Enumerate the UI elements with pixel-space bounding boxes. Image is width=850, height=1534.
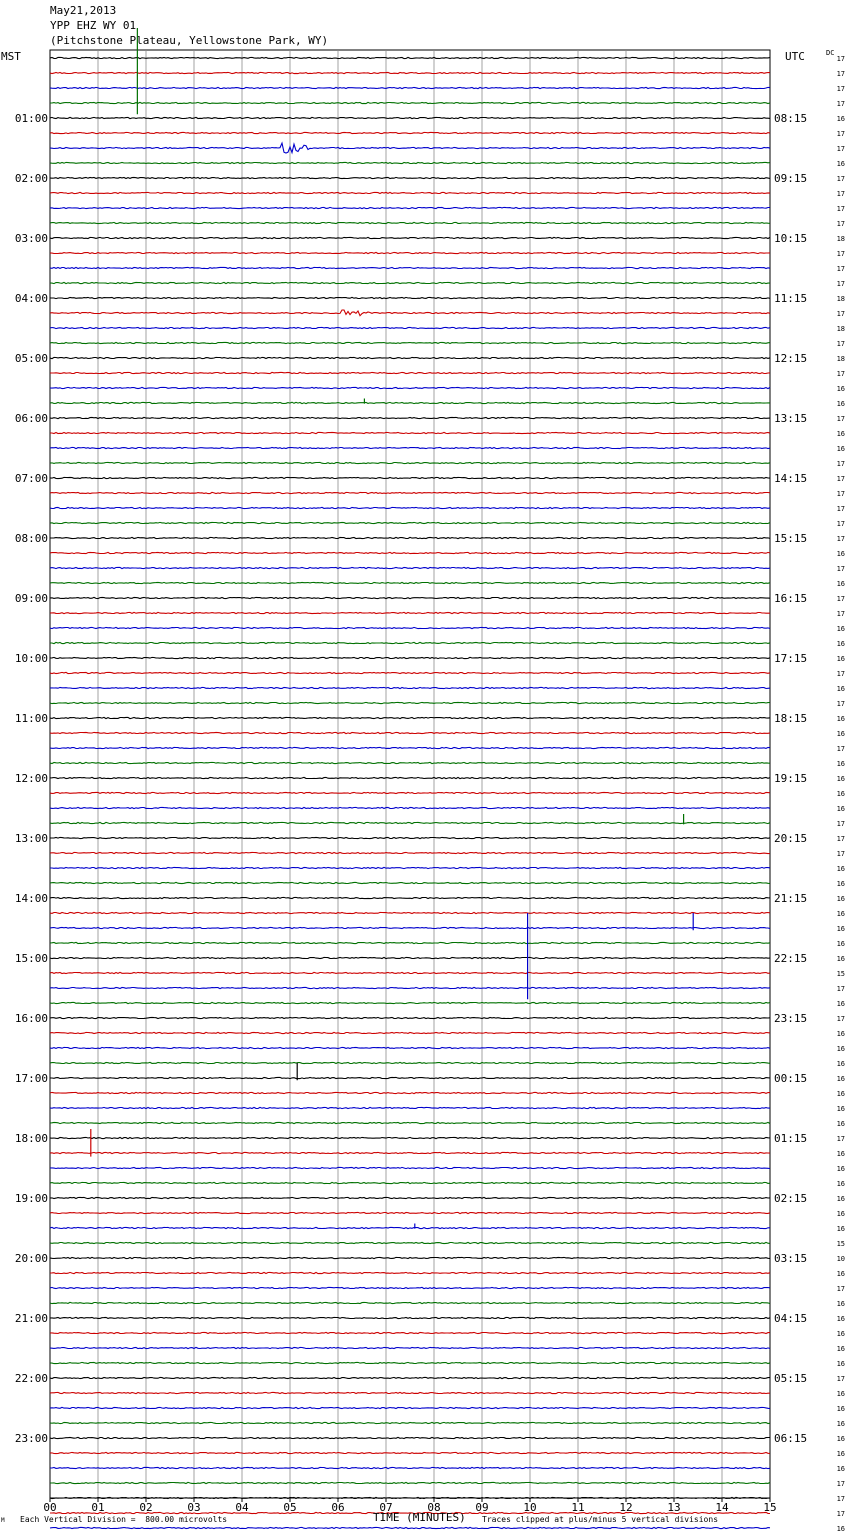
trace-line — [50, 1527, 770, 1528]
trace-line — [50, 687, 770, 688]
trace-line — [50, 1062, 770, 1063]
dc-offset-label: 17 — [836, 190, 845, 198]
trace-line — [50, 417, 770, 418]
x-tick-label: 05 — [283, 1501, 297, 1514]
trace-line — [50, 297, 770, 298]
dc-offset-label: 16 — [836, 1525, 845, 1533]
trace-line — [50, 1017, 770, 1018]
trace-line — [50, 1092, 770, 1093]
trace-line — [50, 102, 770, 103]
dc-offset-label: 16 — [836, 1330, 845, 1338]
trace-line — [50, 777, 770, 778]
dc-offset-label: 16 — [836, 1450, 845, 1458]
dc-offset-label: 16 — [836, 910, 845, 918]
dc-offset-label: 16 — [836, 1090, 845, 1098]
utc-hour-label: 08:15 — [774, 112, 808, 125]
trace-line — [50, 87, 770, 88]
trace-line — [50, 732, 770, 733]
dc-offset-label: 16 — [836, 925, 845, 933]
x-tick-label: 01 — [91, 1501, 105, 1514]
dc-offset-label: 16 — [836, 1210, 845, 1218]
trace-line — [50, 897, 770, 898]
utc-hour-label: 12:15 — [774, 352, 808, 365]
dc-offset-label: 16 — [836, 730, 845, 738]
trace-line — [50, 462, 770, 463]
dc-offset-label: 17 — [836, 1375, 845, 1383]
trace-line — [50, 1242, 770, 1243]
dc-offset-label: 16 — [836, 640, 845, 648]
utc-hour-label: 10:15 — [774, 232, 808, 245]
trace-line — [50, 207, 770, 208]
utc-hour-label: 01:15 — [774, 1132, 808, 1145]
mst-hour-label: 02:00 — [14, 172, 48, 185]
x-tick-label: 00 — [43, 1501, 57, 1514]
trace-line — [50, 72, 770, 73]
trace-line — [50, 402, 770, 403]
mst-hour-label: 18:00 — [14, 1132, 48, 1145]
mst-hour-label: 17:00 — [14, 1072, 48, 1085]
trace-line — [50, 882, 770, 883]
x-tick-label: 04 — [235, 1501, 249, 1514]
dc-offset-label: 17 — [836, 1480, 845, 1488]
utc-hour-label: 15:15 — [774, 532, 808, 545]
dc-offset-label: 16 — [836, 880, 845, 888]
dc-offset-label: 16 — [836, 1225, 845, 1233]
dc-offset-label: 10 — [836, 1255, 845, 1263]
trace-line — [50, 987, 770, 988]
trace-line — [50, 597, 770, 598]
trace-line — [50, 57, 770, 58]
mst-hour-label: 03:00 — [14, 232, 48, 245]
trace-line — [50, 1122, 770, 1123]
trace-line — [50, 852, 770, 853]
dc-offset-label: 16 — [836, 1105, 845, 1113]
mst-hour-label: 01:00 — [14, 112, 48, 125]
dc-offset-label: 16 — [836, 805, 845, 813]
x-tick-label: 03 — [187, 1501, 201, 1514]
dc-offset-label: 17 — [836, 610, 845, 618]
dc-offset-label: 15 — [836, 1240, 845, 1248]
trace-line — [50, 267, 770, 268]
dc-offset-label: 17 — [836, 850, 845, 858]
trace-line — [50, 1347, 770, 1348]
dc-offset-label: 16 — [836, 685, 845, 693]
trace-line — [50, 552, 770, 553]
dc-offset-label: 17 — [836, 835, 845, 843]
trace-line — [50, 1467, 770, 1468]
mst-hour-label: 16:00 — [14, 1012, 48, 1025]
trace-line — [50, 537, 770, 538]
trace-line — [50, 492, 770, 493]
header-station: YPP EHZ WY 01 — [50, 19, 137, 32]
dc-offset-label: 16 — [836, 895, 845, 903]
dc-offset-label: 16 — [836, 1420, 845, 1428]
utc-hour-label: 13:15 — [774, 412, 808, 425]
dc-offset-label: 17 — [836, 280, 845, 288]
dc-offset-label: 16 — [836, 1390, 845, 1398]
trace-line — [50, 143, 770, 153]
dc-offset-label: 17 — [836, 1510, 845, 1518]
clip-note: Traces clipped at plus/minus 5 vertical divisions — [482, 1515, 719, 1524]
dc-offset-label: 17 — [836, 535, 845, 543]
trace-line — [50, 222, 770, 223]
utc-hour-label: 04:15 — [774, 1312, 808, 1325]
trace-line — [50, 702, 770, 703]
utc-hour-label: 06:15 — [774, 1432, 808, 1445]
trace-line — [50, 1227, 770, 1228]
trace-line — [50, 1272, 770, 1273]
dc-offset-label: 17 — [836, 220, 845, 228]
dc-offset-label: 17 — [836, 70, 845, 78]
x-tick-label: 08 — [427, 1501, 441, 1514]
trace-line — [50, 117, 770, 118]
trace-line — [50, 582, 770, 583]
utc-hour-label: 17:15 — [774, 652, 808, 665]
dc-offset-label: 16 — [836, 1150, 845, 1158]
dc-offset-label: 17 — [836, 505, 845, 513]
right-axis-label: UTC — [785, 50, 805, 63]
dc-offset-label: 16 — [836, 115, 845, 123]
x-tick-label: 14 — [715, 1501, 729, 1514]
utc-hour-label: 19:15 — [774, 772, 808, 785]
trace-line — [50, 1452, 770, 1453]
dc-offset-label: 16 — [836, 1315, 845, 1323]
dc-offset-label: 17 — [836, 1285, 845, 1293]
dc-offset-label: 17 — [836, 310, 845, 318]
trace-line — [50, 972, 770, 973]
dc-offset-label: 17 — [836, 595, 845, 603]
trace-line — [50, 310, 770, 316]
trace-line — [50, 282, 770, 283]
trace-line — [50, 507, 770, 508]
dc-offset-label: 16 — [836, 625, 845, 633]
dc-offset-label: 16 — [836, 760, 845, 768]
utc-hour-label: 09:15 — [774, 172, 808, 185]
trace-line — [50, 717, 770, 718]
dc-offset-label: 16 — [836, 1345, 845, 1353]
dc-offset-label: 16 — [836, 1045, 845, 1053]
dc-offset-label: 16 — [836, 955, 845, 963]
mst-hour-label: 12:00 — [14, 772, 48, 785]
dc-offset-label: 16 — [836, 580, 845, 588]
dc-offset-label: 16 — [836, 1180, 845, 1188]
header-date: May21,2013 — [50, 4, 117, 17]
mst-hour-label: 06:00 — [14, 412, 48, 425]
x-tick-label: 06 — [331, 1501, 345, 1514]
mst-hour-label: 13:00 — [14, 832, 48, 845]
mst-hour-label: 20:00 — [14, 1252, 48, 1265]
utc-hour-label: 14:15 — [774, 472, 808, 485]
dc-offset-label: 17 — [836, 745, 845, 753]
dc-offset-label: 16 — [836, 1030, 845, 1038]
dc-offset-label: 18 — [836, 235, 845, 243]
trace-line — [50, 1077, 770, 1078]
trace-line — [50, 927, 770, 928]
dc-offset-label: 17 — [836, 370, 845, 378]
mst-hour-label: 21:00 — [14, 1312, 48, 1325]
dc-offset-label: 16 — [836, 775, 845, 783]
dc-offset-label: 17 — [836, 820, 845, 828]
mst-hour-label: 09:00 — [14, 592, 48, 605]
trace-line — [50, 1422, 770, 1423]
dc-offset-label: 16 — [836, 1075, 845, 1083]
dc-offset-label: 16 — [836, 1435, 845, 1443]
scale-note: Each Vertical Division = 800.00 microvolts — [20, 1515, 228, 1524]
trace-line — [50, 342, 770, 343]
trace-line — [50, 627, 770, 628]
trace-line — [50, 372, 770, 373]
utc-hour-label: 18:15 — [774, 712, 808, 725]
mst-hour-label: 15:00 — [14, 952, 48, 965]
header-location: (Pitchstone Plateau, Yellowstone Park, WY) — [50, 34, 329, 47]
dc-offset-label: 16 — [836, 865, 845, 873]
trace-line — [50, 1152, 770, 1153]
utc-hour-label: 02:15 — [774, 1192, 808, 1205]
trace-line — [50, 237, 770, 238]
trace-line — [50, 1257, 770, 1258]
trace-line — [50, 477, 770, 478]
x-tick-label: 09 — [475, 1501, 489, 1514]
mst-hour-label: 07:00 — [14, 472, 48, 485]
trace-line — [50, 1362, 770, 1363]
trace-line — [50, 942, 770, 943]
trace-line — [50, 1407, 770, 1408]
trace-line — [50, 912, 770, 913]
trace-line — [50, 642, 770, 643]
dc-offset-label: 16 — [836, 400, 845, 408]
dc-offset-label: 16 — [836, 1120, 845, 1128]
dc-offset-label: 17 — [836, 700, 845, 708]
trace-line — [50, 1197, 770, 1198]
dc-offset-label: 16 — [836, 160, 845, 168]
dc-offset-label: 17 — [836, 1495, 845, 1503]
trace-line — [50, 792, 770, 793]
trace-line — [50, 567, 770, 568]
mst-hour-label: 22:00 — [14, 1372, 48, 1385]
trace-line — [50, 1137, 770, 1138]
trace-line — [50, 327, 770, 328]
x-axis-title: TIME (MINUTES) — [373, 1511, 466, 1524]
dc-offset-label: 17 — [836, 475, 845, 483]
dc-offset-label: 16 — [836, 940, 845, 948]
dc-offset-label: 18 — [836, 295, 845, 303]
mst-hour-label: 14:00 — [14, 892, 48, 905]
trace-line — [50, 522, 770, 523]
trace-line — [50, 1317, 770, 1318]
dc-offset-label: 17 — [836, 130, 845, 138]
trace-line — [50, 177, 770, 178]
trace-line — [50, 1332, 770, 1333]
trace-line — [50, 432, 770, 433]
dc-label: DC — [826, 49, 835, 57]
trace-line — [50, 252, 770, 253]
x-tick-label: 11 — [571, 1501, 585, 1514]
dc-offset-label: 17 — [836, 55, 845, 63]
trace-line — [50, 1167, 770, 1168]
dc-offset-label: 16 — [836, 430, 845, 438]
dc-offset-label: 17 — [836, 1135, 845, 1143]
trace-line — [50, 657, 770, 658]
dc-offset-label: 16 — [836, 1060, 845, 1068]
trace-line — [50, 807, 770, 808]
utc-hour-label: 22:15 — [774, 952, 808, 965]
dc-offset-label: 17 — [836, 100, 845, 108]
dc-offset-label: 17 — [836, 520, 845, 528]
trace-line — [50, 192, 770, 193]
trace-line — [50, 447, 770, 448]
dc-offset-label: 17 — [836, 85, 845, 93]
trace-line — [50, 162, 770, 163]
trace-line — [50, 1377, 770, 1378]
trace-line — [50, 1437, 770, 1438]
trace-line — [50, 357, 770, 358]
trace-line — [50, 867, 770, 868]
mst-hour-label: 19:00 — [14, 1192, 48, 1205]
mst-hour-label: 10:00 — [14, 652, 48, 665]
trace-line — [50, 1302, 770, 1303]
x-tick-label: 15 — [763, 1501, 777, 1514]
dc-offset-label: 16 — [836, 1000, 845, 1008]
utc-hour-label: 05:15 — [774, 1372, 808, 1385]
dc-offset-label: 17 — [836, 175, 845, 183]
utc-hour-label: 03:15 — [774, 1252, 808, 1265]
dc-offset-label: 16 — [836, 1165, 845, 1173]
utc-hour-label: 21:15 — [774, 892, 808, 905]
dc-offset-label: 16 — [836, 1300, 845, 1308]
trace-line — [50, 1287, 770, 1288]
dc-offset-label: 18 — [836, 355, 845, 363]
dc-offset-label: 18 — [836, 325, 845, 333]
dc-offset-label: 16 — [836, 715, 845, 723]
trace-line — [50, 957, 770, 958]
dc-offset-label: 16 — [836, 1360, 845, 1368]
mst-hour-label: 05:00 — [14, 352, 48, 365]
dc-offset-label: 17 — [836, 250, 845, 258]
utc-hour-label: 23:15 — [774, 1012, 808, 1025]
dc-offset-label: 17 — [836, 415, 845, 423]
trace-line — [50, 132, 770, 133]
dc-offset-label: 17 — [836, 340, 845, 348]
dc-offset-label: 16 — [836, 550, 845, 558]
x-tick-label: 12 — [619, 1501, 633, 1514]
trace-line — [50, 822, 770, 823]
x-tick-label: 13 — [667, 1501, 681, 1514]
dc-offset-label: 16 — [836, 1270, 845, 1278]
trace-line — [50, 747, 770, 748]
dc-offset-label: 17 — [836, 145, 845, 153]
utc-hour-label: 16:15 — [774, 592, 808, 605]
trace-line — [50, 387, 770, 388]
x-tick-label: 02 — [139, 1501, 153, 1514]
trace-line — [50, 1032, 770, 1033]
corner-mark: M — [1, 1517, 5, 1524]
dc-offset-label: 17 — [836, 985, 845, 993]
dc-offset-label: 16 — [836, 790, 845, 798]
dc-offset-label: 16 — [836, 385, 845, 393]
dc-offset-label: 16 — [836, 655, 845, 663]
trace-line — [50, 1212, 770, 1213]
dc-offset-label: 17 — [836, 1015, 845, 1023]
trace-line — [50, 1392, 770, 1393]
trace-line — [50, 1002, 770, 1003]
dc-offset-label: 16 — [836, 1195, 845, 1203]
trace-line — [50, 1482, 770, 1483]
mst-hour-label: 11:00 — [14, 712, 48, 725]
dc-offset-label: 16 — [836, 445, 845, 453]
dc-offset-label: 17 — [836, 670, 845, 678]
trace-line — [50, 612, 770, 613]
utc-hour-label: 20:15 — [774, 832, 808, 845]
trace-line — [50, 1182, 770, 1183]
dc-offset-label: 17 — [836, 565, 845, 573]
dc-offset-label: 17 — [836, 265, 845, 273]
x-tick-label: 10 — [523, 1501, 537, 1514]
dc-offset-label: 16 — [836, 1465, 845, 1473]
left-axis-label: MST — [1, 50, 21, 63]
trace-line — [50, 1107, 770, 1108]
trace-line — [50, 1047, 770, 1048]
trace-line — [50, 762, 770, 763]
mst-hour-label: 04:00 — [14, 292, 48, 305]
utc-hour-label: 00:15 — [774, 1072, 808, 1085]
trace-line — [50, 672, 770, 673]
trace-line — [50, 837, 770, 838]
x-tick-label: 07 — [379, 1501, 393, 1514]
mst-hour-label: 08:00 — [14, 532, 48, 545]
dc-offset-label: 15 — [836, 970, 845, 978]
mst-hour-label: 23:00 — [14, 1432, 48, 1445]
dc-offset-label: 17 — [836, 490, 845, 498]
utc-hour-label: 11:15 — [774, 292, 808, 305]
dc-offset-label: 17 — [836, 205, 845, 213]
dc-offset-label: 17 — [836, 460, 845, 468]
dc-offset-label: 16 — [836, 1405, 845, 1413]
